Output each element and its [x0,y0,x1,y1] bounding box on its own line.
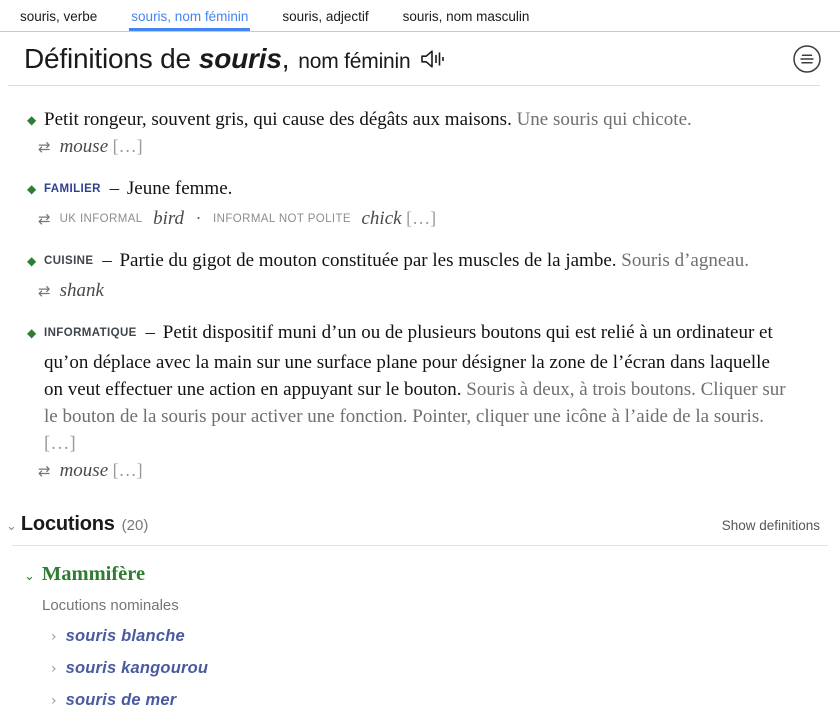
chevron-right-icon: › [51,629,57,645]
speaker-icon[interactable] [420,48,446,70]
entry-tabs [0,0,840,32]
label-dash: – [102,250,112,271]
definition-text: Petit dispositif muni d’un ou de plusieurs boutons qui est relié à un ordinateur et qu’on déplace avec la main sur une surface plane pour désigner la zone de l’écran dans laquelle on veut effectuer une action en appuyant sur le bouton. [44,322,773,400]
label-dash: – [109,178,120,199]
group-header [24,563,840,586]
label-dash: – [145,322,155,343]
translation-more[interactable]: […] [112,136,143,156]
separator-dot-icon: · [195,208,202,228]
definitions-list [0,86,840,482]
locutions-heading[interactable]: Locutions [20,513,115,535]
translation-link[interactable]: bird [153,208,185,229]
page-title [24,43,446,75]
group-name[interactable]: Mammifère [41,563,146,585]
translation-row [38,208,786,230]
translation-row [38,136,786,158]
translation-link[interactable]: chick [361,208,402,229]
locution-item-souris-kangourou[interactable] [51,659,840,678]
diamond-bullet-icon: ◆ [27,254,37,268]
definition-text: Jeune femme. [126,178,233,199]
group-subheading: Locutions nominales [42,597,179,614]
domain-label: CUISINE [44,255,94,267]
translation-link[interactable]: mouse [59,136,109,157]
chevron-right-icon: › [51,661,57,677]
locution-link[interactable]: souris kangourou [65,659,209,677]
definition-item [28,247,786,277]
definition-example: Une souris qui chicote. [516,109,692,130]
tab-souris-adjectif[interactable]: souris, adjectif [282,9,369,24]
page-header [0,32,840,85]
example-more[interactable]: […] [44,433,76,454]
diamond-bullet-icon: ◆ [27,113,37,127]
diamond-bullet-icon: ◆ [27,182,37,196]
locutions-group-mammifere [0,546,840,710]
register-label: FAMILIER [44,183,101,195]
definition-item [28,106,786,133]
translation-arrow-icon: ⇄ [38,462,51,480]
translation-arrow-icon: ⇄ [38,282,51,300]
translation-arrow-icon: ⇄ [38,138,51,156]
domain-label: INFORMATIQUE [44,327,137,339]
chevron-down-icon[interactable]: ⌄ [6,519,17,534]
definition-text: Petit rongeur, souvent gris, qui cause des dégâts aux maisons. [44,109,512,130]
translation-row [38,280,786,302]
title-comma: , [281,43,290,74]
chevron-down-icon[interactable]: ⌄ [24,569,35,584]
translation-arrow-icon: ⇄ [38,210,51,228]
locutions-header [0,499,840,545]
definition-item [28,319,786,457]
locution-link[interactable]: souris de mer [65,691,177,709]
translation-more[interactable]: […] [112,460,143,480]
locution-link[interactable]: souris blanche [65,627,185,645]
translation-more[interactable]: […] [406,208,437,228]
definition-example: Souris à deux, à trois boutons. Cliquer sur le bouton de la souris pour activer une fonction. Pointer, cliquer une icône à l’aide de la souris. [44,379,786,427]
translation-register: INFORMAL NOT POLITE [213,213,351,225]
tab-souris-verbe[interactable]: souris, verbe [20,9,98,24]
definition-example: Souris d’agneau. [621,250,749,271]
definition-item [28,175,786,205]
headword: souris [198,43,282,74]
translation-link[interactable]: mouse [59,460,109,481]
summary-menu-icon[interactable] [792,44,822,74]
translation-link[interactable]: shank [59,280,104,301]
tab-souris-nom-feminin[interactable]: souris, nom féminin [129,0,250,31]
diamond-bullet-icon: ◆ [27,326,37,340]
locutions-count: (20) [121,517,149,534]
locution-item-souris-blanche[interactable] [51,627,840,646]
locution-item-souris-de-mer[interactable] [51,691,840,710]
tab-souris-nom-masculin[interactable]: souris, nom masculin [402,9,530,24]
locutions-section [0,499,840,710]
title-prefix: Définitions de [24,43,191,74]
definition-text: Partie du gigot de mouton constituée par les muscles de la jambe. [119,250,617,271]
translation-row [38,460,786,482]
part-of-speech: nom féminin [298,50,411,73]
show-definitions-toggle[interactable]: Show definitions [721,518,820,533]
chevron-right-icon: › [51,693,57,709]
translation-register: UK INFORMAL [59,213,143,225]
